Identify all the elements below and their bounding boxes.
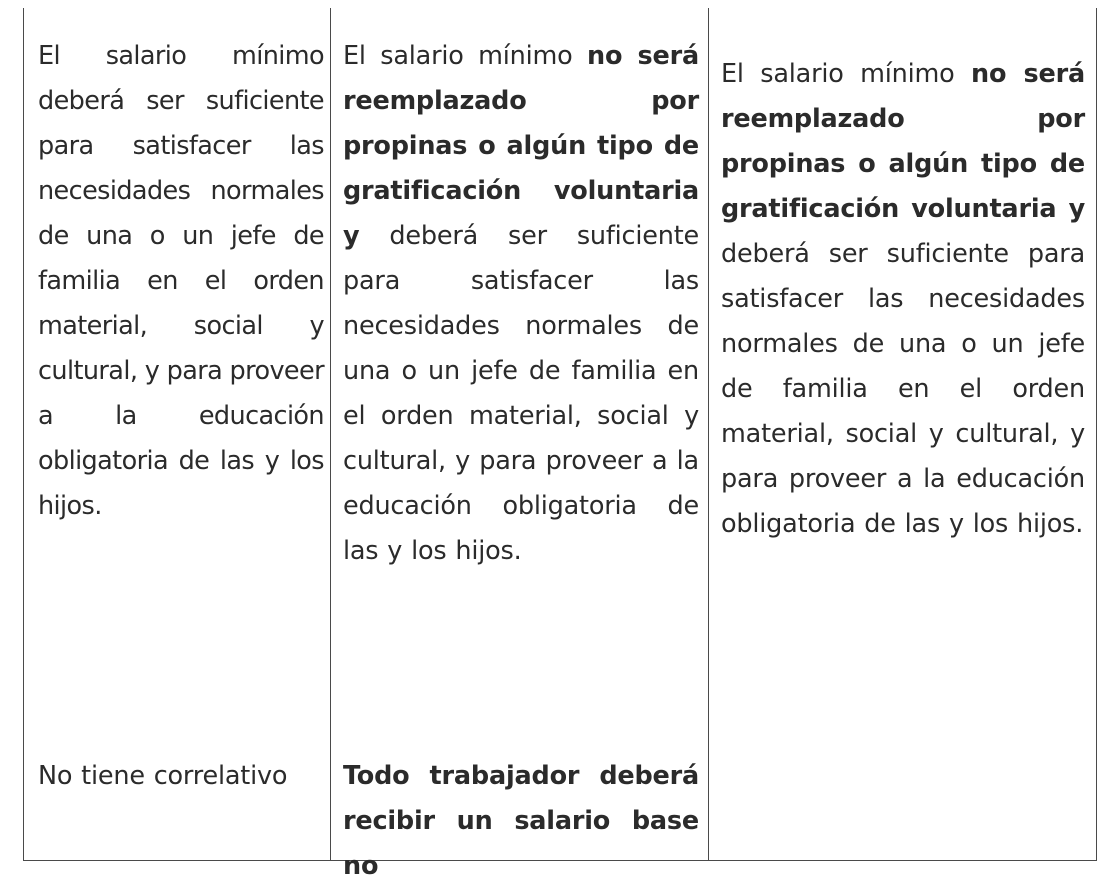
cell-paragraph [721, 52, 1085, 547]
table-cell [38, 754, 324, 799]
cell-paragraph-no-correlative: No tiene correlativo [38, 761, 288, 791]
cell-paragraph [343, 34, 699, 574]
text-run: El salario mínimo [721, 59, 972, 89]
table-column-committee-text [708, 8, 1097, 861]
table-cell [38, 34, 324, 529]
table-column-proposal [330, 8, 708, 881]
bold-text-run: no será reemplazado por propinas o algún tipo de gratificación voluntaria y [721, 59, 1086, 224]
table-cell [721, 52, 1085, 547]
table-column-current-text [23, 8, 330, 861]
table-cell [343, 754, 699, 889]
bold-text-run: no será reemplazado por propinas o algún tipo de gratificación voluntaria y [343, 41, 700, 251]
text-run: deberá ser suficiente para satisfacer las necesidades normales de una o un jefe de familia en el orden material, social y cultural, y para proveer a la educación obligatoria de las y los hijos. [721, 239, 1085, 539]
cell-paragraph-bold: Todo trabajador deberá recibir un salario base no [343, 761, 699, 881]
cell-paragraph: El salario mínimo deberá ser suficiente para satisfacer las necesidades normales de una o un jefe de familia en el orden material, social y cultural, y para proveer a la educación obligatoria de las y los hijos. [38, 41, 324, 521]
text-run: El salario mínimo [343, 41, 588, 71]
table-cell [343, 34, 699, 574]
text-run: deberá ser suficiente para satisfacer las necesidades normales de una o un jefe de familia en el orden material, social y cultural, y para proveer a la educación obligatoria de las y los hijos. [343, 221, 699, 566]
